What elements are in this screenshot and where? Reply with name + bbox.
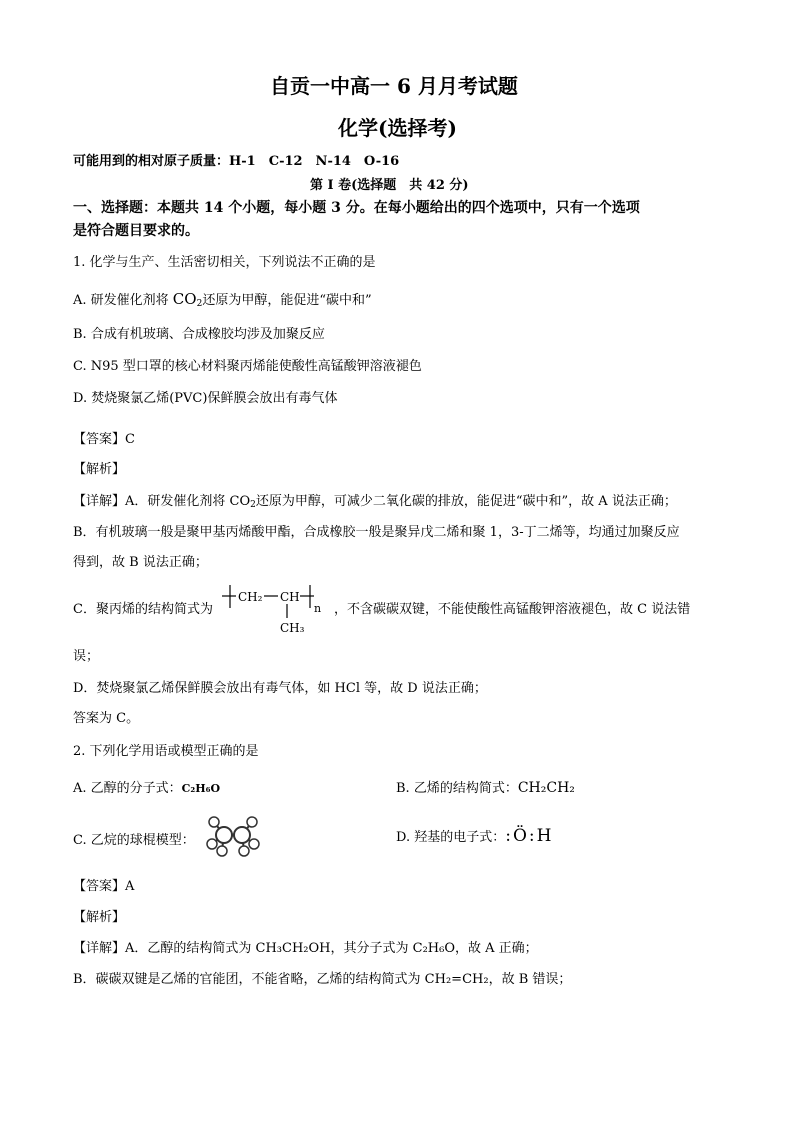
q2-option-b-label: B. 乙烯的结构简式： [396,781,518,796]
q2-option-b [396,777,575,796]
struct-ch3: CH₃ [280,621,305,635]
struct-ch2: CH₂ [238,590,263,604]
q1-option-a [73,289,372,309]
q1-detail-c-pre: C．聚丙烯的结构简式为 [73,602,213,617]
q1-answer: 【答案】C [73,432,135,447]
q1-detail-a [73,490,677,510]
q1-detail-c-post: ，不含碳碳双键，不能使酸性高锰酸钾溶液褪色，故 C 说法错 [334,602,691,617]
q2-detail-b: B．碳碳双键是乙烯的官能团，不能省略，乙烯的结构简式为 CH₂=CH₂，故 B 错误； [73,972,572,987]
q1-option-b: B. 合成有机玻璃、合成橡胶均涉及加聚反应 [73,327,325,342]
q2-option-b-formula: CH₂CH₂ [517,780,575,796]
q1-analysis-label: 【解析】 [73,462,126,477]
q2-analysis-label: 【解析】 [73,910,126,925]
q1-option-a-pre: A. 研发催化剂将 [73,293,173,308]
q2-option-c-label: C. 乙烷的球棍模型： [73,833,195,848]
q1-detail-a-post: 还原为甲醇，可减少二氧化碳的排放，能促进“碳中和”，故 A 说法正确； [255,494,677,509]
atomic-masses: 可能用到的相对原子质量：H-1 C-12 N-14 O-16 [73,154,400,169]
q2-option-d-label: D. 羟基的电子式： [396,830,506,845]
q1-detail-c-line2: 误； [73,649,100,664]
q1-detail-d: D．焚烧聚氯乙烯保鲜膜会放出有毒气体，如 HCl 等，故 D 说法正确； [73,681,487,696]
section-instruction-line1: 一、选择题：本题共 14 个小题，每小题 3 分。在每小题给出的四个选项中，只有一个选项 [73,200,640,216]
section-title: 第 I 卷(选择题 共 42 分) [310,178,469,193]
q2-option-a [73,777,220,796]
q1-detail-b-line1: B．有机玻璃一般是聚甲基丙烯酸甲酯，合成橡胶一般是聚异戊二烯和聚 1，3-丁二烯等，均通过加聚反应 [73,525,680,540]
page-title: 自贡一中高一 6 月月考试题 [270,74,518,98]
q2-answer: 【答案】A [73,879,135,894]
section-instruction-line2: 是符合题目要求的。 [73,223,199,239]
q1-conclusion: 答案为 C。 [73,711,140,726]
q2-option-c [73,829,195,848]
q2-detail-a: 【详解】A．乙醇的结构简式为 CH₃CH₂OH，其分子式为 C₂H₆O，故 A 正确； [73,941,538,956]
q2-option-d [396,826,553,846]
q1-detail-b-line2: 得到，故 B 说法正确； [73,555,208,570]
q1-option-a-post: 还原为甲醇，能促进“碳中和” [202,293,372,308]
struct-n: n [314,602,322,615]
struct-ch: CH [280,590,300,604]
q1-option-c: C. N95 型口罩的核心材料聚丙烯能使酸性高锰酸钾溶液褪色 [73,359,422,374]
ethane-ball-stick-model [206,812,260,858]
q2-stem: 2. 下列化学用语或模型正确的是 [73,744,259,759]
q1-detail-a-sub: 2 [250,500,256,510]
q1-option-a-sub: 2 [196,299,203,309]
q1-stem: 1. 化学与生产、生活密切相关，下列说法不正确的是 [73,255,376,270]
polypropylene-structure [222,580,332,636]
q2-option-a-formula: C₂H₆O [181,782,221,795]
q2-option-a-label: A. 乙醇的分子式： [73,781,182,796]
q1-option-d: D. 焚烧聚氯乙烯(PVC)保鲜膜会放出有毒气体 [73,391,338,406]
page-subtitle: 化学(选择考) [338,116,457,140]
q2-option-d-formula: :Ö:H [505,826,554,846]
q1-option-a-chem: CO [172,290,197,308]
q1-detail-a-pre: 【详解】A．研发催化剂将 CO [73,494,251,509]
